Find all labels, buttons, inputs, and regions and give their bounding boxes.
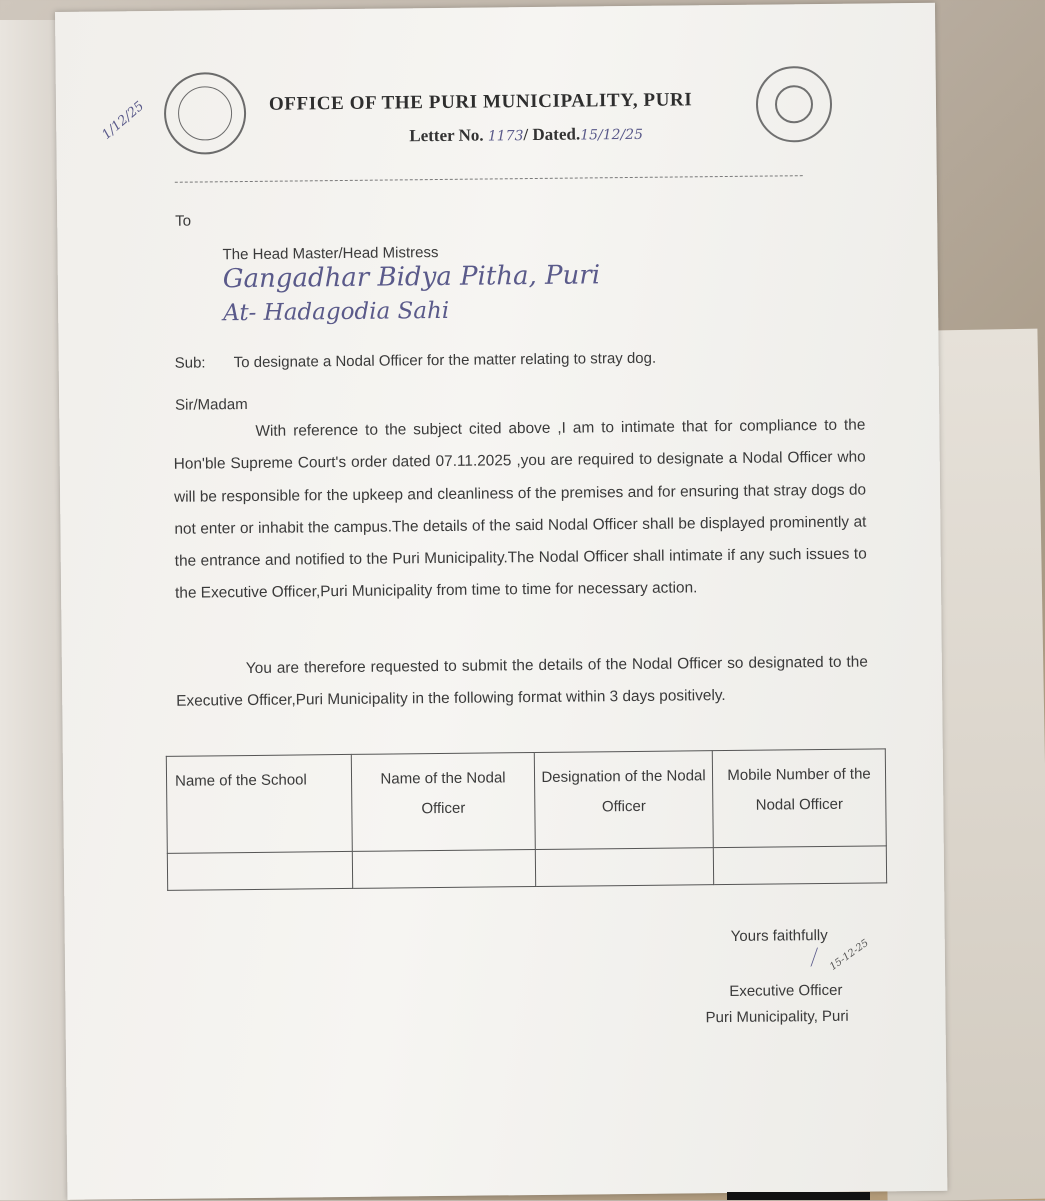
signature-mark: ⟋ xyxy=(802,946,824,971)
municipality-seal xyxy=(756,66,833,143)
office-title: OFFICE OF THE PURI MUNICIPALITY, PURI xyxy=(268,89,693,115)
date-handwritten: 15/12/25 xyxy=(580,126,644,144)
signatory-designation: Executive Officer xyxy=(729,981,843,1000)
dated-label: / Dated. xyxy=(523,124,581,145)
seal-inner-ring xyxy=(775,85,813,123)
letter-number-line xyxy=(409,124,643,146)
letter-page xyxy=(55,3,947,1200)
body-paragraph-2: You are therefore requested to submit the details of the Nodal Officer so designated to the Executive Officer,Puri Municipality in the following format within 3 days positively. xyxy=(176,653,868,711)
table-header-row xyxy=(166,749,886,854)
table-header: Designation of the Nodal Officer xyxy=(534,751,713,850)
odisha-emblem-seal xyxy=(164,72,247,155)
salutation: Sir/Madam xyxy=(175,396,248,414)
receipt-handwriting: 1/12/25 xyxy=(99,98,148,143)
table-header: Name of the Nodal Officer xyxy=(351,753,535,852)
table-cell xyxy=(352,850,535,889)
emblem-inner-ring xyxy=(178,86,233,141)
table-cell xyxy=(535,848,713,887)
closing: Yours faithfully xyxy=(730,926,828,945)
recipient-title: The Head Master/Head Mistress xyxy=(222,243,439,264)
table-header: Mobile Number of the Nodal Officer xyxy=(712,749,886,848)
signatory-organization: Puri Municipality, Puri xyxy=(705,1007,849,1027)
body-paragraph-1: With reference to the subject cited above ,I am to intimate that for compliance to the Hon'ble Supreme Court's order dated 07.11.2025 ,you are required to designate a Nodal Officer who will be responsible for the upkeep and cleanliness of the premises and for ensuring that stray dogs do not enter or inhabit the campus.The details of the said Nodal Officer shall be displayed prominently at the entrance and notified to the Puri Municipality.The Nodal Officer shall intimate if any such issues to the Executive Officer,Puri Municipality from time to time for necessary action. xyxy=(173,416,867,603)
letter-number-handwritten: 1173 xyxy=(487,128,524,145)
letter-label: Letter No. xyxy=(409,125,484,146)
table-row xyxy=(167,846,886,891)
header-divider xyxy=(175,175,803,183)
subject-label: Sub: xyxy=(174,354,206,372)
subject-text: To designate a Nodal Officer for the matter relating to stray dog. xyxy=(233,349,657,372)
to-label: To xyxy=(175,212,192,230)
redaction-bar xyxy=(727,1192,870,1200)
nodal-officer-format-table xyxy=(166,748,887,891)
school-name-handwritten: Gangadhar Bidya Pitha, Puri xyxy=(222,260,601,295)
table-header: Name of the School xyxy=(166,754,352,853)
school-address-handwritten: At- Hadagodia Sahi xyxy=(223,297,450,327)
table-cell xyxy=(713,846,886,885)
signature-date: 15-12-25 xyxy=(827,937,871,973)
table-cell xyxy=(167,851,352,890)
